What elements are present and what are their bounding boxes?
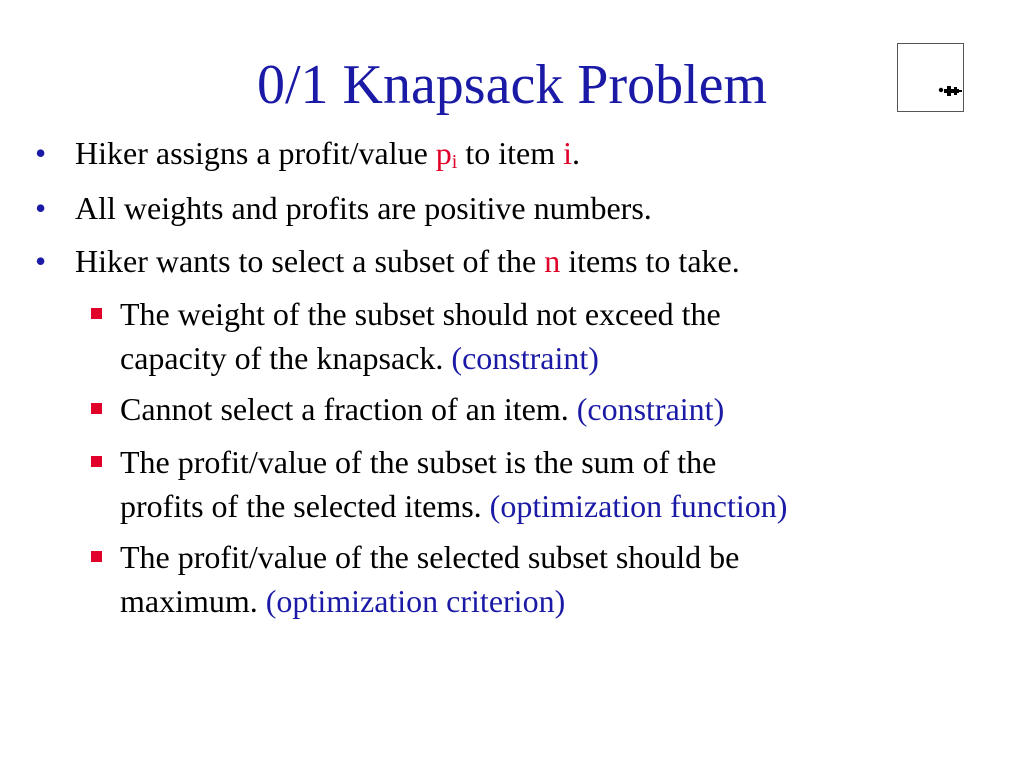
- subbullet-text: capacity of the knapsack.: [120, 340, 452, 376]
- bullet-text: Hiker wants to select a subset of the: [75, 243, 545, 279]
- bullet-dot: •: [35, 190, 47, 226]
- subbullet-note: (optimization criterion): [265, 583, 566, 619]
- bullet-dot: •: [35, 243, 47, 279]
- bullet-text: Hiker assigns a profit/value: [75, 135, 436, 171]
- variable-n: n: [544, 243, 561, 279]
- subbullet-item: [120, 440, 980, 528]
- hiker-figure-graphic: [898, 44, 965, 113]
- subscript-i: i: [451, 151, 458, 173]
- bullet-text: .: [572, 135, 581, 171]
- square-bullet-icon: [91, 551, 102, 562]
- subbullet-item: [120, 387, 980, 431]
- variable-i: i: [563, 135, 573, 171]
- bullet-text: All weights and profits are positive numbers.: [75, 190, 652, 226]
- bullet-item: [35, 236, 740, 286]
- hiker-figure-icon: [897, 43, 964, 112]
- subbullet-text: maximum.: [120, 583, 266, 619]
- subbullet-text: The profit/value of the selected subset should be: [120, 539, 740, 575]
- square-bullet-icon: [91, 403, 102, 414]
- bullet-item: [35, 128, 581, 178]
- subbullet-note: (constraint): [576, 391, 725, 427]
- bullet-text: to item: [457, 135, 564, 171]
- bullet-text: items to take.: [560, 243, 740, 279]
- square-bullet-icon: [91, 308, 102, 319]
- subbullet-note: (optimization function): [489, 488, 788, 524]
- subbullet-note: (constraint): [451, 340, 599, 376]
- square-bullet-icon: [91, 456, 102, 467]
- bullet-item: [35, 183, 652, 233]
- bullet-dot: •: [35, 135, 47, 171]
- slide-title: 0/1 Knapsack Problem: [256, 54, 768, 116]
- subbullet-item: [120, 535, 980, 623]
- subbullet-text: The profit/value of the subset is the sum of the: [120, 444, 717, 480]
- subbullet-item: [120, 292, 980, 380]
- subbullet-text: Cannot select a fraction of an item.: [120, 391, 577, 427]
- subbullet-text: The weight of the subset should not exceed the: [120, 296, 721, 332]
- variable-p: p: [435, 135, 452, 171]
- subbullet-text: profits of the selected items.: [120, 488, 490, 524]
